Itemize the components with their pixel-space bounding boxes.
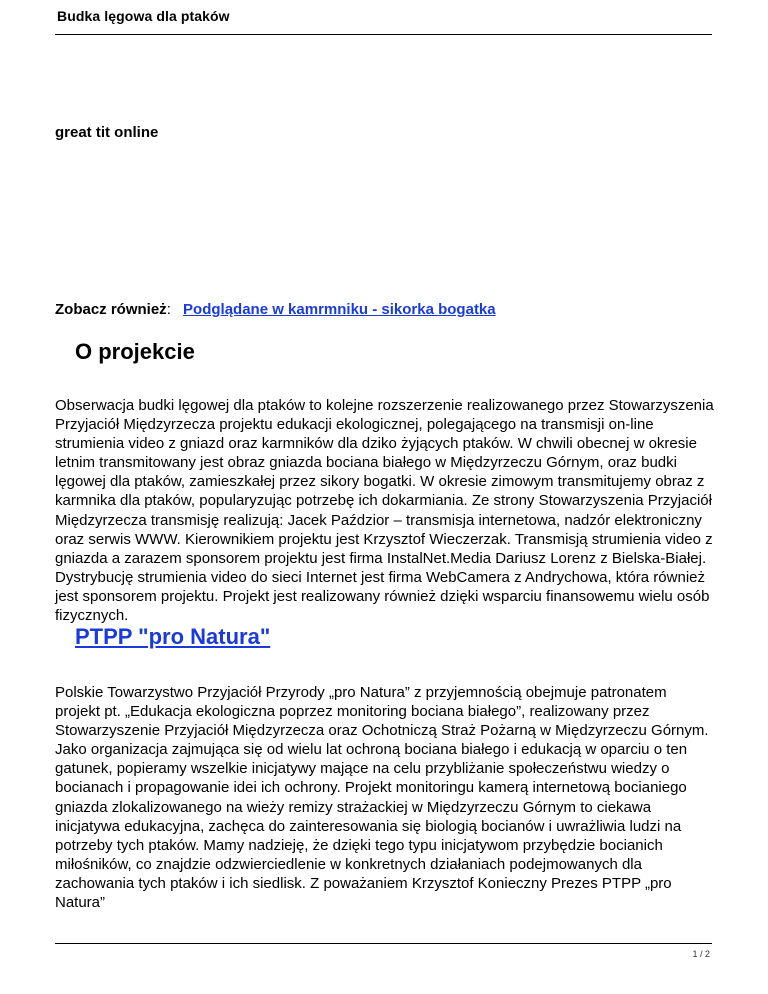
see-also-line xyxy=(55,301,496,318)
page-number: 1 / 2 xyxy=(692,949,710,959)
see-also-separator: : xyxy=(166,301,171,318)
about-paragraph: Obserwacja budki lęgowej dla ptaków to kolejne rozszerzenie realizowanego przez Stowarzyszenia Przyjaciół Międzyrzecza projektu edukacji ekologicznej, polegającego na transmisji on-line strumienia video z gniazd oraz karmników dla dziko żyjących ptaków. W chwili obecnej w okresie letnim transmitowany jest obraz gniazda bociana białego w Międzyrzeczu Górnym, oraz budki lęgowej dla ptaków, zamieszkałej przez sikory bogatki. W okresie zimowym transmitujemy obraz z karmnika dla ptaków, popularyzując potrzebę ich dokarmiania. Ze strony Stowarzyszenia Przyjaciół Międzyrzecza transmisję realizują: Jacek Paździor – transmisja internetowa, nadzór elektroniczny oraz serwis WWW. Kierownikiem projektu jest Krzysztof Wieczerzak. Transmisją strumienia video z gniazda a zarazem sponsorem projektu jest firma InstalNet.Media Dariusz Lorenz z Bielska-Białej. Dystrybucję strumienia video do sieci Internet jest firma WebCamera z Andrychowa, która również jest sponsorem projektu. Projekt jest realizowany również dzięki wsparciu finansowemu wielu osób fizycznych. xyxy=(55,397,714,625)
stream-title: great tit online xyxy=(55,124,159,141)
about-heading: O projekcie xyxy=(75,339,195,364)
header-divider xyxy=(55,34,712,35)
see-also-link[interactable]: Podglądane w kamrmniku - sikorka bogatka xyxy=(183,301,496,318)
footer-divider xyxy=(55,943,712,944)
document-header-title: Budka lęgowa dla ptaków xyxy=(57,8,230,24)
ptpp-heading-link[interactable]: PTPP "pro Natura" xyxy=(75,624,271,649)
see-also-label: Zobacz również xyxy=(55,301,167,318)
ptpp-paragraph: Polskie Towarzystwo Przyjaciół Przyrody „pro Natura” z przyjemnością obejmuje patronatem projekt pt. „Edukacja ekologiczna poprzez monitoring bociana białego”, realizowany przez Stowarzyszenie Przyjaciół Międzyrzecza oraz Ochotniczą Straż Pożarną w Międzyrzeczu Górnym. Jako organizacja zajmująca się od wielu lat ochroną bociana białego i edukacją w oparciu o ten gatunek, popieramy wszelkie inicjatywy mające na celu przybliżanie społeczeństwu wiedzy o bocianach i propagowanie idei ich ochrony. Projekt monitoringu kamerą internetową bocianiego gniazda zlokalizowanego na wieży remizy strażackiej w Międzyrzeczu Górnym to ciekawa inicjatywa edukacyjna, zachęca do zainteresowania się biologią bocianów i uwrażliwia ludzi na potrzeby tych ptaków. Mamy nadzieję, że dzięki tego typu inicjatywom przybędzie bocianich miłośników, co znajdzie odzwierciedlenie w konkretnych działaniach podejmowanych dla zachowania tych ptaków i ich siedlisk. Z poważaniem Krzysztof Konieczny Prezes PTPP „pro Natura” xyxy=(55,684,709,912)
ptpp-heading xyxy=(75,624,270,650)
